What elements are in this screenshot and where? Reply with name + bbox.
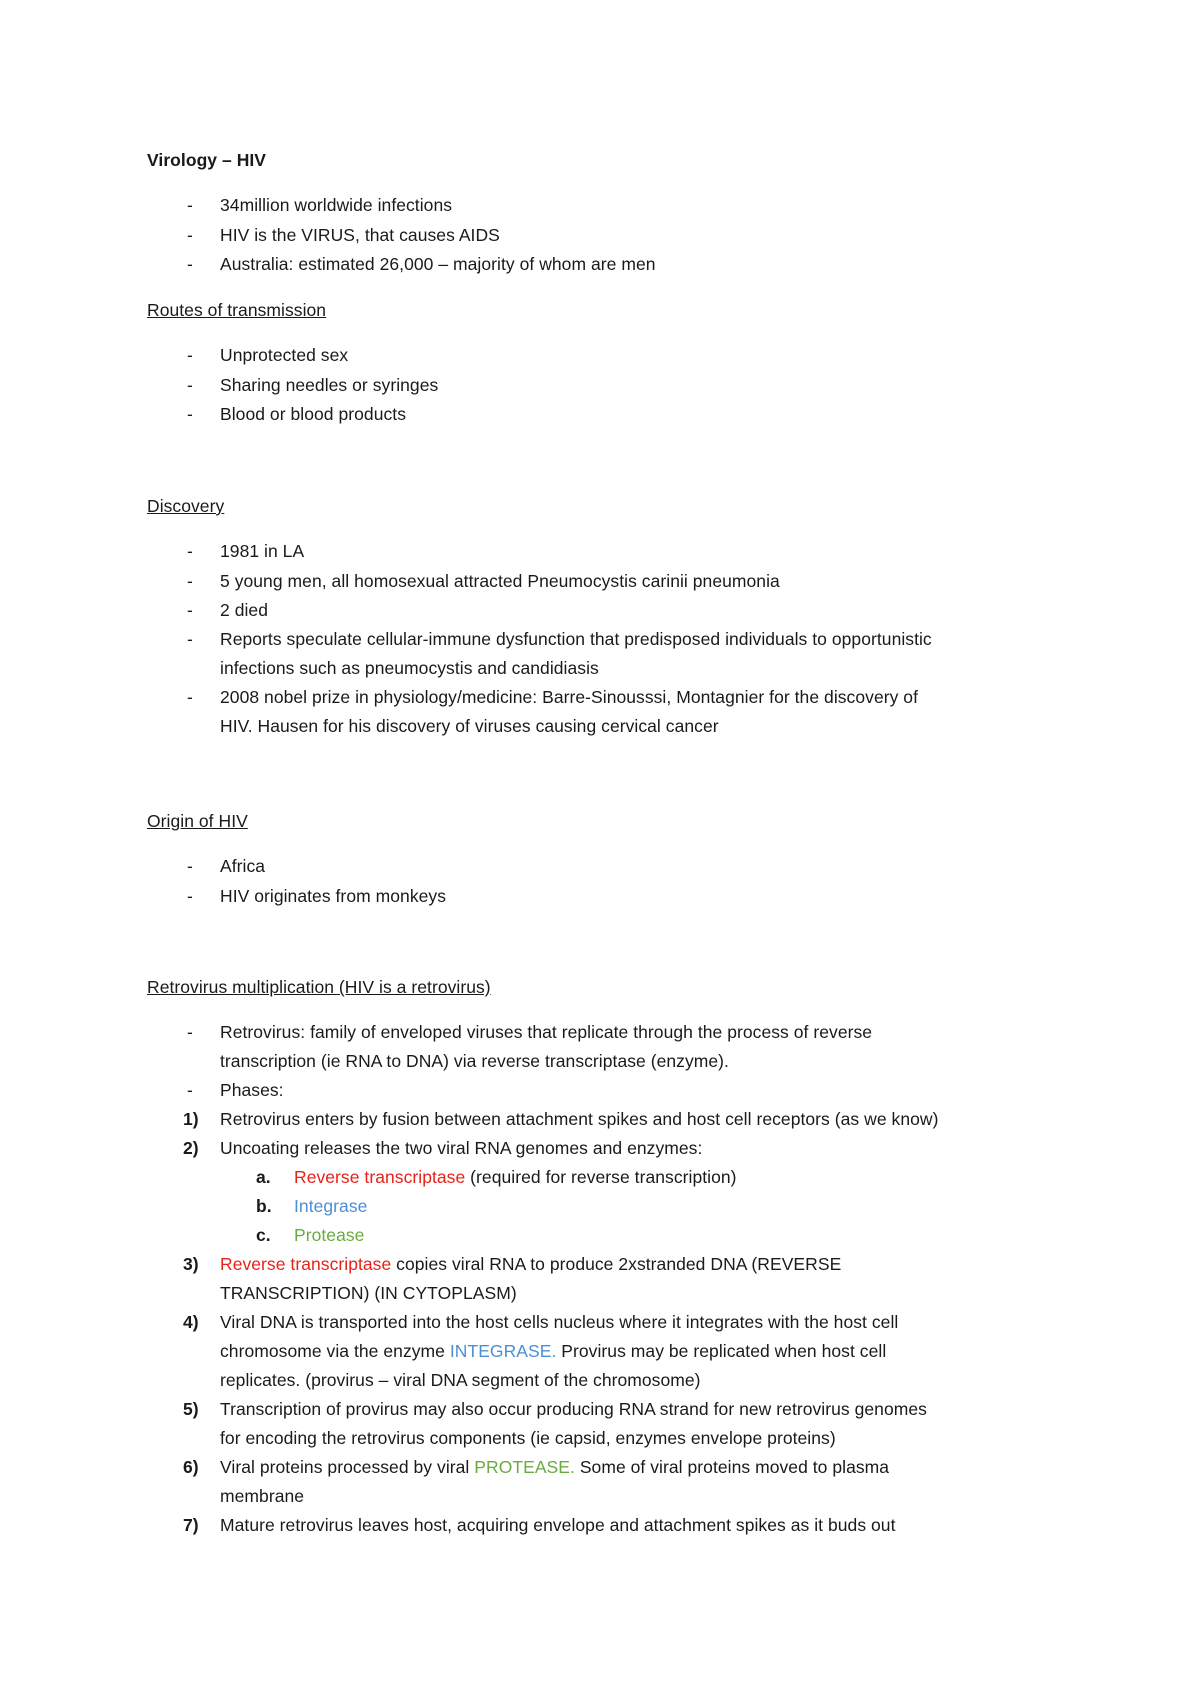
origin-item: Africa (220, 856, 266, 876)
bullet-dash: - (187, 687, 193, 707)
enzyme-protease: PROTEASE. (474, 1457, 575, 1477)
bullet-dash: - (187, 571, 193, 591)
discovery-item: 2 died (220, 600, 268, 620)
enzyme-protease: Protease (294, 1225, 365, 1245)
bullet-dash: - (187, 600, 193, 620)
step-text-pre: chromosome via the enzyme (220, 1341, 450, 1361)
bullet-dash: - (187, 375, 193, 395)
step-number: 4) (183, 1312, 199, 1332)
bullet-dash: - (187, 225, 193, 245)
step-text: Uncoating releases the two viral RNA genomes and enzymes: (220, 1138, 703, 1158)
retro-bullet: Retrovirus: family of enveloped viruses that replicate through the process of reverse (220, 1022, 873, 1042)
retro-bullet: Phases: (220, 1080, 284, 1100)
bullet-dash: - (187, 629, 193, 649)
bullet-dash: - (187, 541, 193, 561)
discovery-item: Reports speculate cellular-immune dysfunction that predisposed individuals to opportunistic (220, 629, 932, 649)
step-number: 5) (183, 1399, 199, 1419)
step-text (220, 1253, 841, 1275)
step-text-rest: copies viral RNA to produce 2xstranded DNA (REVERSE (391, 1254, 842, 1274)
step-number: 2) (183, 1138, 199, 1158)
enzyme-integrase: INTEGRASE. (449, 1341, 557, 1361)
discovery-item: 2008 nobel prize in physiology/medicine: Barre-Sinousssi, Montagnier for the discovery of (220, 687, 919, 707)
sub-letter: c. (256, 1225, 271, 1245)
bullet-dash: - (187, 254, 193, 274)
document-title: Virology – HIV (147, 150, 267, 170)
retro-bullet-continued: transcription (ie RNA to DNA) via reverse transcriptase (enzyme). (220, 1051, 729, 1071)
step-text-continued: replicates. (provirus – viral DNA segment of the chromosome) (220, 1370, 701, 1390)
intro-item: HIV is the VIRUS, that causes AIDS (220, 225, 500, 245)
step-number: 6) (183, 1457, 199, 1477)
step-text: Retrovirus enters by fusion between attachment spikes and host cell receptors (as we know) (220, 1109, 939, 1129)
step-text-continued: for encoding the retrovirus components (ie capsid, enzymes envelope proteins) (220, 1428, 836, 1448)
routes-item: Blood or blood products (220, 404, 406, 424)
step-text-continued (220, 1340, 886, 1362)
step-text-continued: TRANSCRIPTION) (IN CYTOPLASM) (220, 1283, 517, 1303)
retro-heading: Retrovirus multiplication (HIV is a retrovirus) (147, 977, 491, 997)
routes-item: Sharing needles or syringes (220, 375, 439, 395)
origin-item: HIV originates from monkeys (220, 886, 447, 906)
sub-item-rest: (required for reverse transcription) (465, 1167, 737, 1187)
step-text-continued: membrane (220, 1486, 305, 1506)
routes-heading: Routes of transmission (147, 300, 327, 320)
intro-item: 34million worldwide infections (220, 195, 453, 215)
step-text-post: Provirus may be replicated when host cell (556, 1341, 887, 1361)
step-text: Mature retrovirus leaves host, acquiring envelope and attachment spikes as it buds out (220, 1515, 896, 1535)
sub-letter: b. (256, 1196, 272, 1216)
bullet-dash: - (187, 404, 193, 424)
sub-item (294, 1166, 737, 1188)
enzyme-reverse-transcriptase: Reverse transcriptase (220, 1254, 392, 1274)
bullet-dash: - (187, 886, 193, 906)
step-text: Viral DNA is transported into the host cells nucleus where it integrates with the host cell (220, 1312, 899, 1332)
discovery-item-continued: infections such as pneumocystis and candidiasis (220, 658, 599, 678)
discovery-item: 5 young men, all homosexual attracted Pneumocystis carinii pneumonia (220, 571, 780, 591)
step-number: 1) (183, 1109, 199, 1129)
enzyme-integrase: Integrase (294, 1196, 368, 1216)
bullet-dash: - (187, 345, 193, 365)
step-text: Transcription of provirus may also occur producing RNA strand for new retrovirus genomes (220, 1399, 927, 1419)
step-number: 7) (183, 1515, 199, 1535)
intro-item: Australia: estimated 26,000 – majority of whom are men (220, 254, 656, 274)
step-text-pre: Viral proteins processed by viral (220, 1457, 475, 1477)
step-text-post: Some of viral proteins moved to plasma (574, 1457, 890, 1477)
origin-heading: Origin of HIV (147, 811, 248, 831)
discovery-heading: Discovery (147, 496, 225, 516)
bullet-dash: - (187, 1080, 193, 1100)
routes-item: Unprotected sex (220, 345, 349, 365)
bullet-dash: - (187, 1022, 193, 1042)
sub-letter: a. (256, 1167, 271, 1187)
discovery-item: 1981 in LA (220, 541, 305, 561)
step-number: 3) (183, 1254, 199, 1274)
step-text (220, 1456, 889, 1478)
discovery-item-continued: HIV. Hausen for his discovery of viruses causing cervical cancer (220, 716, 719, 736)
bullet-dash: - (187, 195, 193, 215)
bullet-dash: - (187, 856, 193, 876)
enzyme-reverse-transcriptase: Reverse transcriptase (294, 1167, 466, 1187)
